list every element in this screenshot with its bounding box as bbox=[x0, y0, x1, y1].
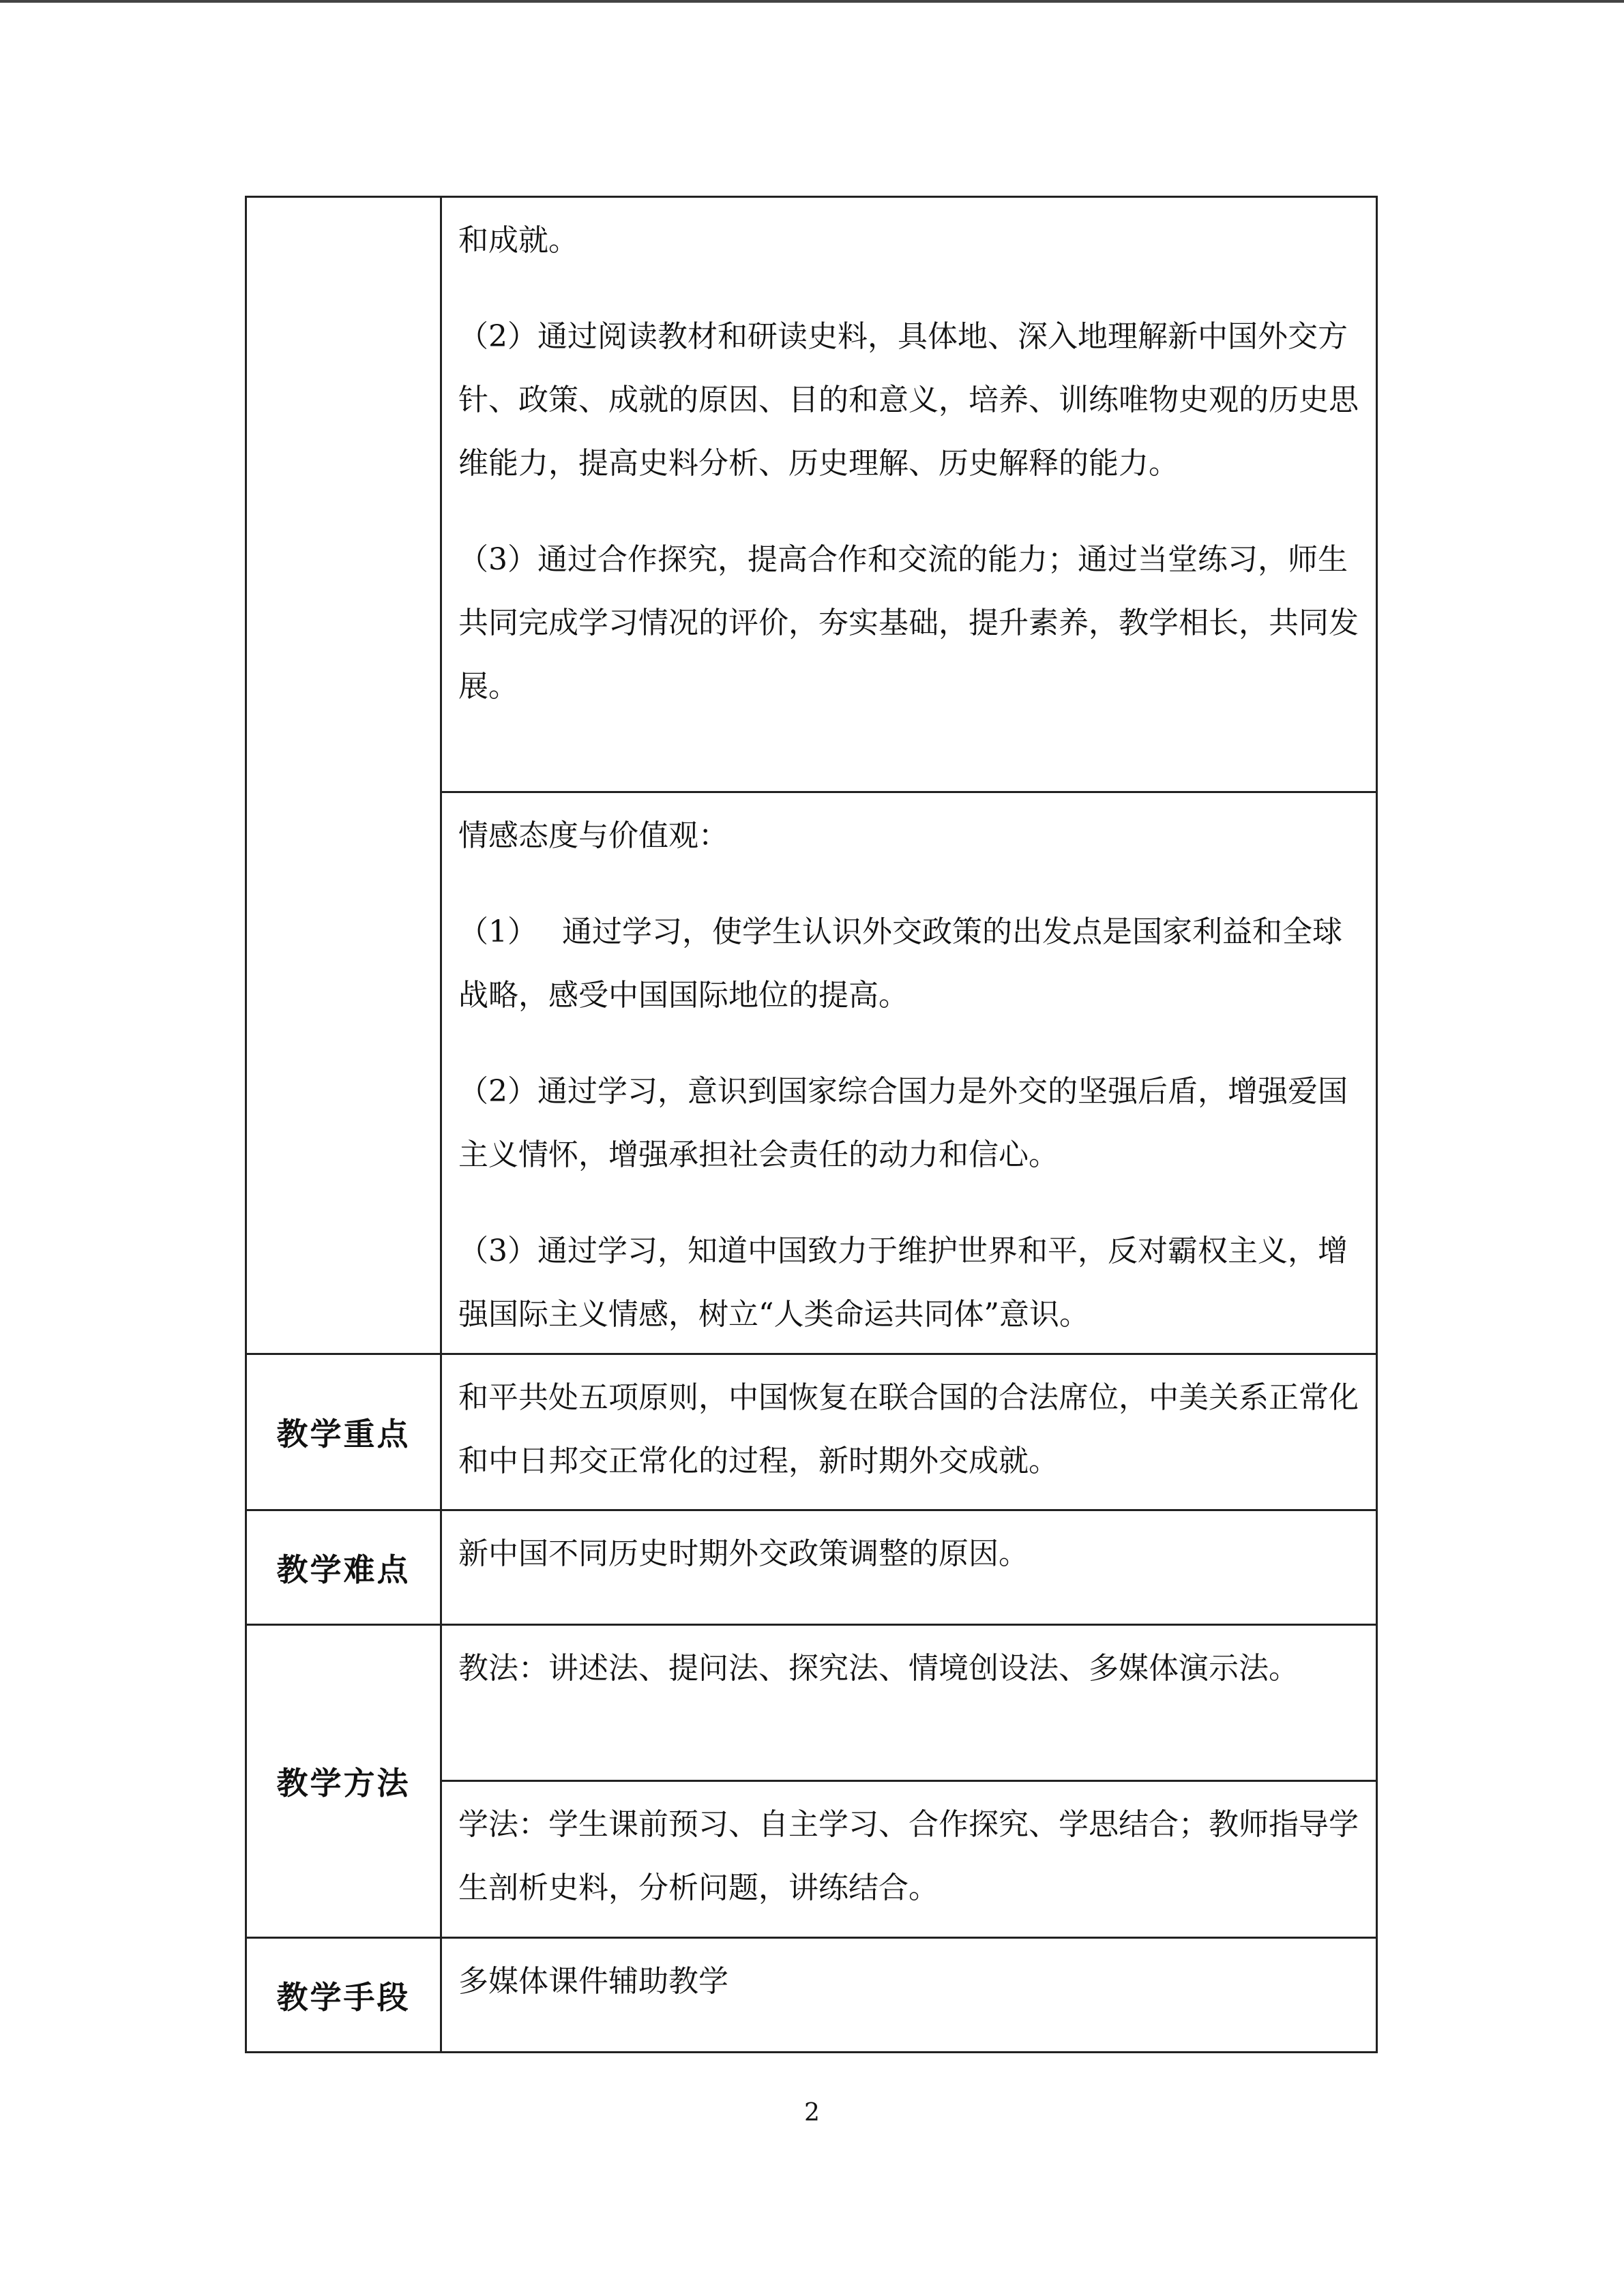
means-text: 多媒体课件辅助教学 bbox=[458, 1964, 728, 1999]
objectives-continuation: 和成就。 bbox=[458, 223, 578, 258]
difficulties-text: 新中国不同历史时期外交政策调整的原因。 bbox=[458, 1536, 1029, 1571]
methods-learning-cell bbox=[441, 1781, 1377, 1938]
methods-learning-text: 学法：学生课前预习、自主学习、合作探究、学思结合；教师指导学生剖析史料，分析问题，讲练结合。 bbox=[458, 1807, 1359, 1905]
difficulties-label: 教学难点 bbox=[246, 1510, 441, 1625]
key-points-cell bbox=[441, 1354, 1377, 1510]
values-heading: 情感态度与价值观： bbox=[458, 818, 728, 853]
values-item-2: （2）通过学习，意识到国家综合国力是外交的坚强后盾，增强爱国主义情怀，增强承担社会责任的动力和信心。 bbox=[458, 1074, 1348, 1172]
methods-label: 教学方法 bbox=[246, 1625, 441, 1938]
difficulties-cell bbox=[441, 1510, 1377, 1625]
page-number: 2 bbox=[804, 2099, 820, 2127]
table-row-objectives-abilities bbox=[246, 197, 1377, 792]
lesson-plan-table bbox=[245, 196, 1378, 2053]
values-item-3: （3）通过学习，知道中国致力于维护世界和平，反对霸权主义，增强国际主义情感，树立“人类命运共同体”意识。 bbox=[458, 1234, 1348, 1332]
top-border-line bbox=[0, 0, 1624, 3]
methods-teaching-cell bbox=[441, 1625, 1377, 1781]
key-points-label: 教学重点 bbox=[246, 1354, 441, 1510]
means-cell bbox=[441, 1938, 1377, 2053]
key-points-text: 和平共处五项原则，中国恢复在联合国的合法席位，中美关系正常化和中日邦交正常化的过程，新时期外交成就。 bbox=[458, 1380, 1359, 1478]
objectives-values-cell bbox=[441, 792, 1377, 1354]
table-row-difficulties bbox=[246, 1510, 1377, 1625]
means-label: 教学手段 bbox=[246, 1938, 441, 2053]
table-row-means bbox=[246, 1938, 1377, 2053]
values-item-1: （1） 通过学习，使学生认识外交政策的出发点是国家利益和全球战略，感受中国国际地位的提高。 bbox=[458, 914, 1342, 1013]
ability-item-3: （3）通过合作探究，提高合作和交流的能力；通过当堂练习，师生共同完成学习情况的评价，夯实基础，提升素养，教学相长，共同发展。 bbox=[458, 542, 1359, 704]
ability-item-2: （2）通过阅读教材和研读史料，具体地、深入地理解新中国外交方针、政策、成就的原因、目的和意义，培养、训练唯物史观的历史思维能力，提高史料分析、历史理解、历史解释的能力。 bbox=[458, 319, 1359, 481]
objectives-abilities-cell bbox=[441, 197, 1377, 792]
methods-teaching-text: 教法：讲述法、提问法、探究法、情境创设法、多媒体演示法。 bbox=[458, 1651, 1299, 1686]
objectives-label-cell bbox=[246, 197, 441, 1354]
table-row-methods-teaching bbox=[246, 1625, 1377, 1781]
table-row-key-points bbox=[246, 1354, 1377, 1510]
